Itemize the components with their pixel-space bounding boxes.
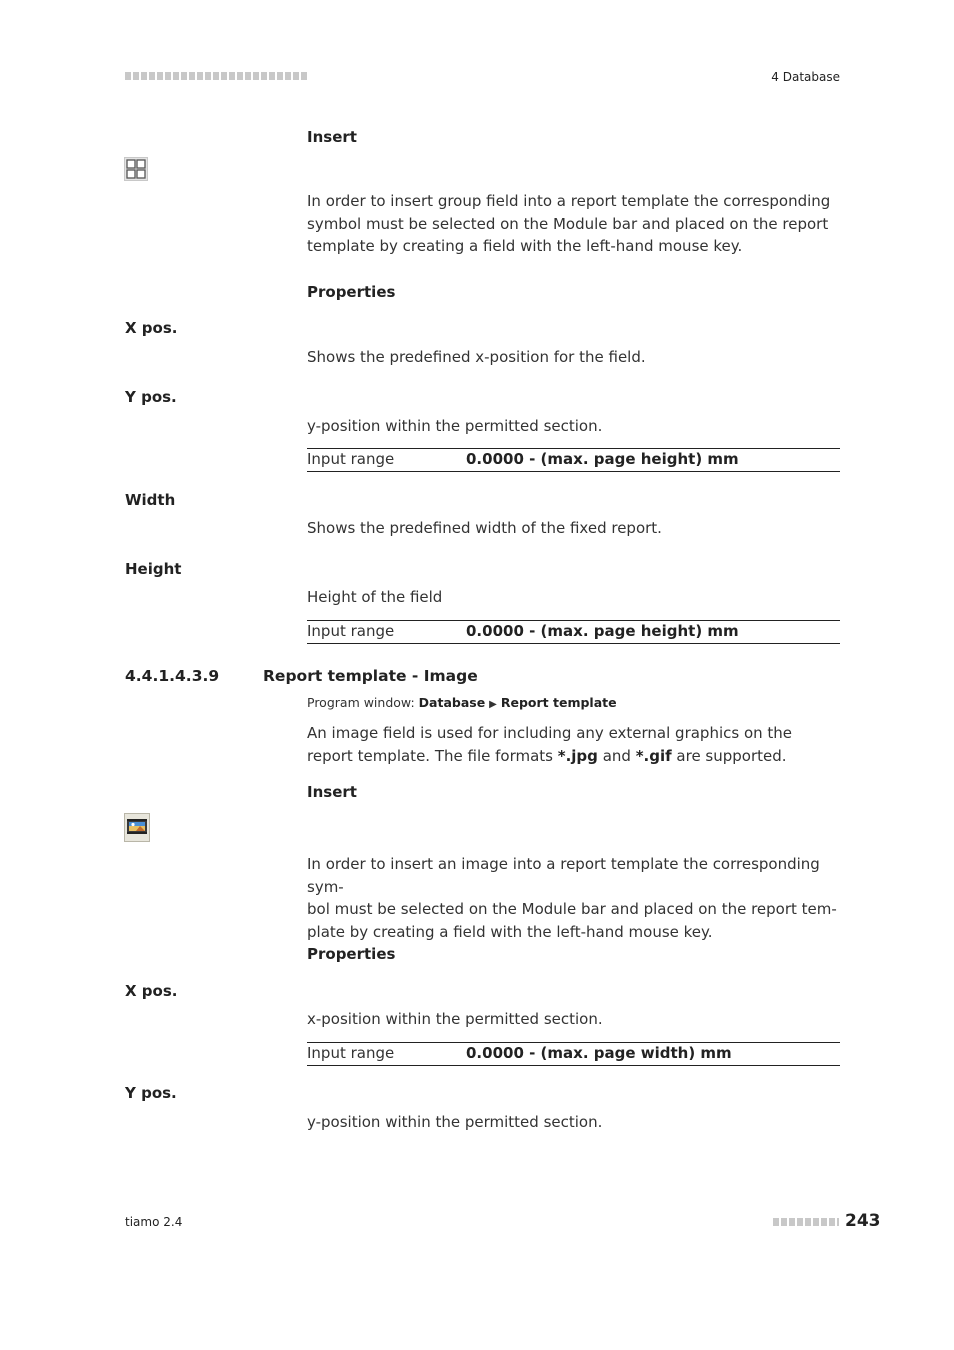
header-decoration xyxy=(125,72,307,80)
image-field-icon xyxy=(124,813,150,842)
gif-format: *.gif xyxy=(635,746,672,765)
image-insert-heading: Insert xyxy=(307,783,357,801)
y-pos-description: y-position within the permitted section. xyxy=(307,417,603,435)
height-description: Height of the field xyxy=(307,588,443,606)
path-arrow-icon: ▶ xyxy=(489,699,497,710)
properties-heading: Properties xyxy=(307,283,396,301)
insert-line: bol must be selected on the Module bar and placed on the report tem- xyxy=(307,900,837,918)
height-label: Height xyxy=(125,560,182,578)
section-title: Report template - Image xyxy=(263,667,478,685)
y-pos-input-range xyxy=(307,448,840,472)
product-version: tiamo 2.4 xyxy=(125,1215,183,1229)
x-pos-label: X pos. xyxy=(125,319,178,337)
image-x-pos-input-range xyxy=(307,1042,840,1066)
insert-description: In order to insert group field into a report template the corresponding symbol must be selected on the Module bar and placed on the report template by creating a field with the left-hand mouse key. xyxy=(307,192,831,255)
chapter-title: 4 Database xyxy=(771,70,840,84)
group-field-icon xyxy=(124,157,148,181)
image-x-pos-description: x-position within the permitted section. xyxy=(307,1010,603,1028)
range-key: Input range xyxy=(307,450,395,468)
image-y-pos-label: Y pos. xyxy=(125,1084,177,1102)
image-x-pos-label: X pos. xyxy=(125,982,178,1000)
intro-text-1: An image field is used for including any external graphics on the report template. The file formats xyxy=(307,724,793,765)
group-field-icon-graphic xyxy=(125,158,147,180)
program-prefix: Program window: xyxy=(307,695,415,710)
insert-line: plate by creating a field with the left-hand mouse key. xyxy=(307,922,713,941)
range-key: Input range xyxy=(307,1044,395,1062)
intro-and: and xyxy=(597,746,636,765)
intro-text-2: are supported. xyxy=(671,746,787,765)
insert-heading: Insert xyxy=(307,128,357,146)
width-description: Shows the predefined width of the fixed report. xyxy=(307,519,662,537)
insert-line: In order to insert an image into a report template the corresponding sym- xyxy=(307,855,820,896)
program-path-report-template: Report template xyxy=(500,695,617,710)
program-path-database: Database xyxy=(418,695,486,710)
y-pos-label: Y pos. xyxy=(125,388,177,406)
range-value: 0.0000 - (max. page height) mm xyxy=(466,450,739,468)
image-intro xyxy=(307,722,842,767)
range-key: Input range xyxy=(307,622,395,640)
width-label: Width xyxy=(125,491,176,509)
x-pos-description: Shows the predefined x-position for the field. xyxy=(307,348,646,366)
image-insert-description xyxy=(307,853,842,943)
footer-decoration xyxy=(773,1218,839,1226)
image-y-pos-description: y-position within the permitted section. xyxy=(307,1113,603,1131)
image-field-icon-graphic xyxy=(124,813,150,842)
image-properties-heading: Properties xyxy=(307,945,396,963)
range-value: 0.0000 - (max. page height) mm xyxy=(466,622,739,640)
range-value: 0.0000 - (max. page width) mm xyxy=(466,1044,732,1062)
jpg-format: *.jpg xyxy=(557,746,598,765)
program-window-path xyxy=(307,695,617,710)
page-number: 243 xyxy=(845,1211,881,1231)
height-input-range xyxy=(307,620,840,644)
section-number: 4.4.1.4.3.9 xyxy=(125,667,220,685)
